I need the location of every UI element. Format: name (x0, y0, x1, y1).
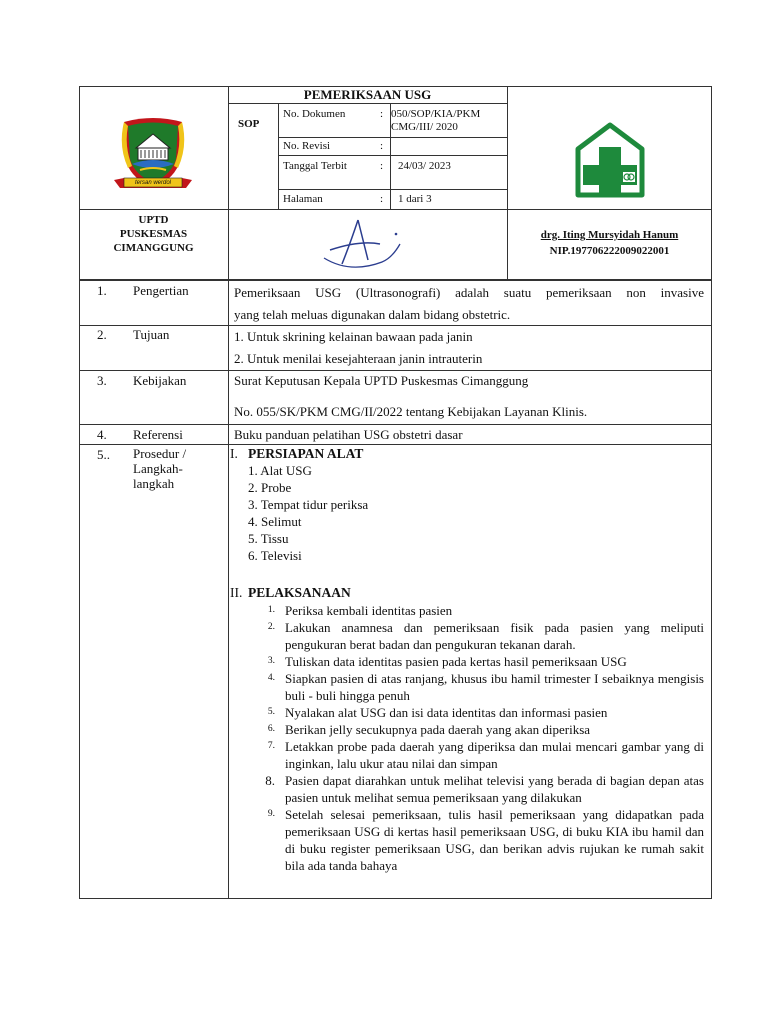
part1-list (248, 462, 704, 564)
value-tanggal-terbit: 24/03/ 2023 (398, 160, 451, 172)
sep-no-revisi: : (380, 140, 384, 152)
list-item: 6. Berikan jelly secukupnya pada daerah yang akan diperiksa (267, 722, 591, 737)
label-no-revisi: No. Revisi (283, 140, 331, 152)
row-text: Buku panduan pelatihan USG obstetri dasar (234, 427, 463, 442)
list-item: 4. Selimut (248, 514, 302, 529)
row-number: 5.. (97, 447, 110, 462)
row-label: Pengertian (133, 283, 189, 298)
row-text: Pemeriksaan USG (Ultrasonografi) adalah suatu pemeriksaan non invasive yang telah meluas digunakan dalam bidang obstetric. (234, 285, 704, 322)
handwritten-signature (320, 214, 420, 274)
label-no-dokumen: No. Dokumen (283, 108, 346, 120)
list-item: 7. Letakkan probe pada daerah yang diperiksa dan mulai mencari gambar yang di inginkan, lalu ukur atau nilai dan simpan (267, 739, 704, 771)
org-name: UPTD PUSKESMAS CIMANGGUNG (113, 214, 194, 254)
row-number: 1. (97, 283, 107, 298)
row-label: Referensi (133, 427, 183, 442)
value-no-dokumen: 050/SOP/KIA/PKM CMG/III/ 2020 (391, 108, 481, 133)
signer-nip: NIP.197706222009022001 (549, 245, 670, 257)
list-item: 1. Periksa kembali identitas pasien (267, 603, 453, 618)
list-item: 6. Televisi (248, 548, 302, 563)
part2-heading: II. PELAKSANAAN (230, 585, 351, 600)
list-item: 5. Nyalakan alat USG dan isi data identitas dan informasi pasien (267, 705, 608, 720)
row-number: 4. (97, 427, 107, 442)
emblem-ribbon-text: tersan werdol (134, 180, 172, 186)
row-label: Kebijakan (133, 373, 187, 388)
row-number: 3. (97, 373, 107, 388)
row-text: Surat Keputusan Kepala UPTD Puskesmas Cimanggung No. 055/SK/PKM CMG/II/2022 tentang Kebijakan Layanan Klinis. (234, 373, 588, 419)
procedure (230, 446, 704, 874)
sop-label: SOP (238, 118, 260, 130)
list-item: 4. Siapkan pasien di atas ranjang, khusus ibu hamil trimester I sebaiknya mengisis buli - buli hingga penuh (267, 671, 704, 703)
label-tanggal-terbit: Tanggal Terbit (283, 160, 347, 172)
list-item: 8. Pasien dapat diarahkan untuk melihat televisi yang berada di bagian depan atas pasien untuk melihat semua pemeriksaan yang dilakukan (265, 773, 704, 805)
part2-steps (245, 602, 704, 874)
sep-tanggal-terbit: : (380, 160, 384, 172)
row-label: Prosedur / Langkah- langkah (133, 446, 187, 491)
label-halaman: Halaman (283, 193, 323, 205)
row-label: Tujuan (133, 327, 170, 342)
list-item: 3. Tuliskan data identitas pasien pada kertas hasil pemeriksaan USG (267, 654, 627, 669)
sep-halaman: : (380, 193, 384, 205)
document-title: PEMERIKSAAN USG (303, 87, 432, 102)
list-item: 9. Setelah selesai pemeriksaan, tulis hasil pemeriksaan yang didapatkan pada pemeriksaan USG di kertas hasil pemeriksaan USG, di buku KIA ibu hamil dan di buku register pemeriksaan USG, dan berikan advis rujukan ke rumah sakit bila ada tanda bahaya (267, 807, 704, 873)
part1-heading: I. PERSIAPAN ALAT (230, 446, 364, 461)
row-number: 2. (97, 327, 107, 342)
list-item: 1. Alat USG (248, 463, 312, 478)
puskesmas-logo (572, 121, 648, 207)
list-item: 2. Lakukan anamnesa dan pemeriksaan fisik pada pasien yang meliputi pengukuran berat badan dan pengukuran tekanan darah. (267, 620, 704, 652)
value-halaman: 1 dari 3 (398, 193, 432, 205)
sep-no-dokumen: : (380, 108, 384, 120)
list-item: 2. Probe (248, 480, 292, 495)
row-text: 1. Untuk skrining kelainan bawaan pada janin 2. Untuk menilai kesejahteraan janin intrauterin (234, 329, 483, 366)
list-item: 3. Tempat tidur periksa (248, 497, 369, 512)
list-item: 5. Tissu (248, 531, 289, 546)
signer-name: drg. Iting Mursyidah Hanum (540, 229, 679, 241)
